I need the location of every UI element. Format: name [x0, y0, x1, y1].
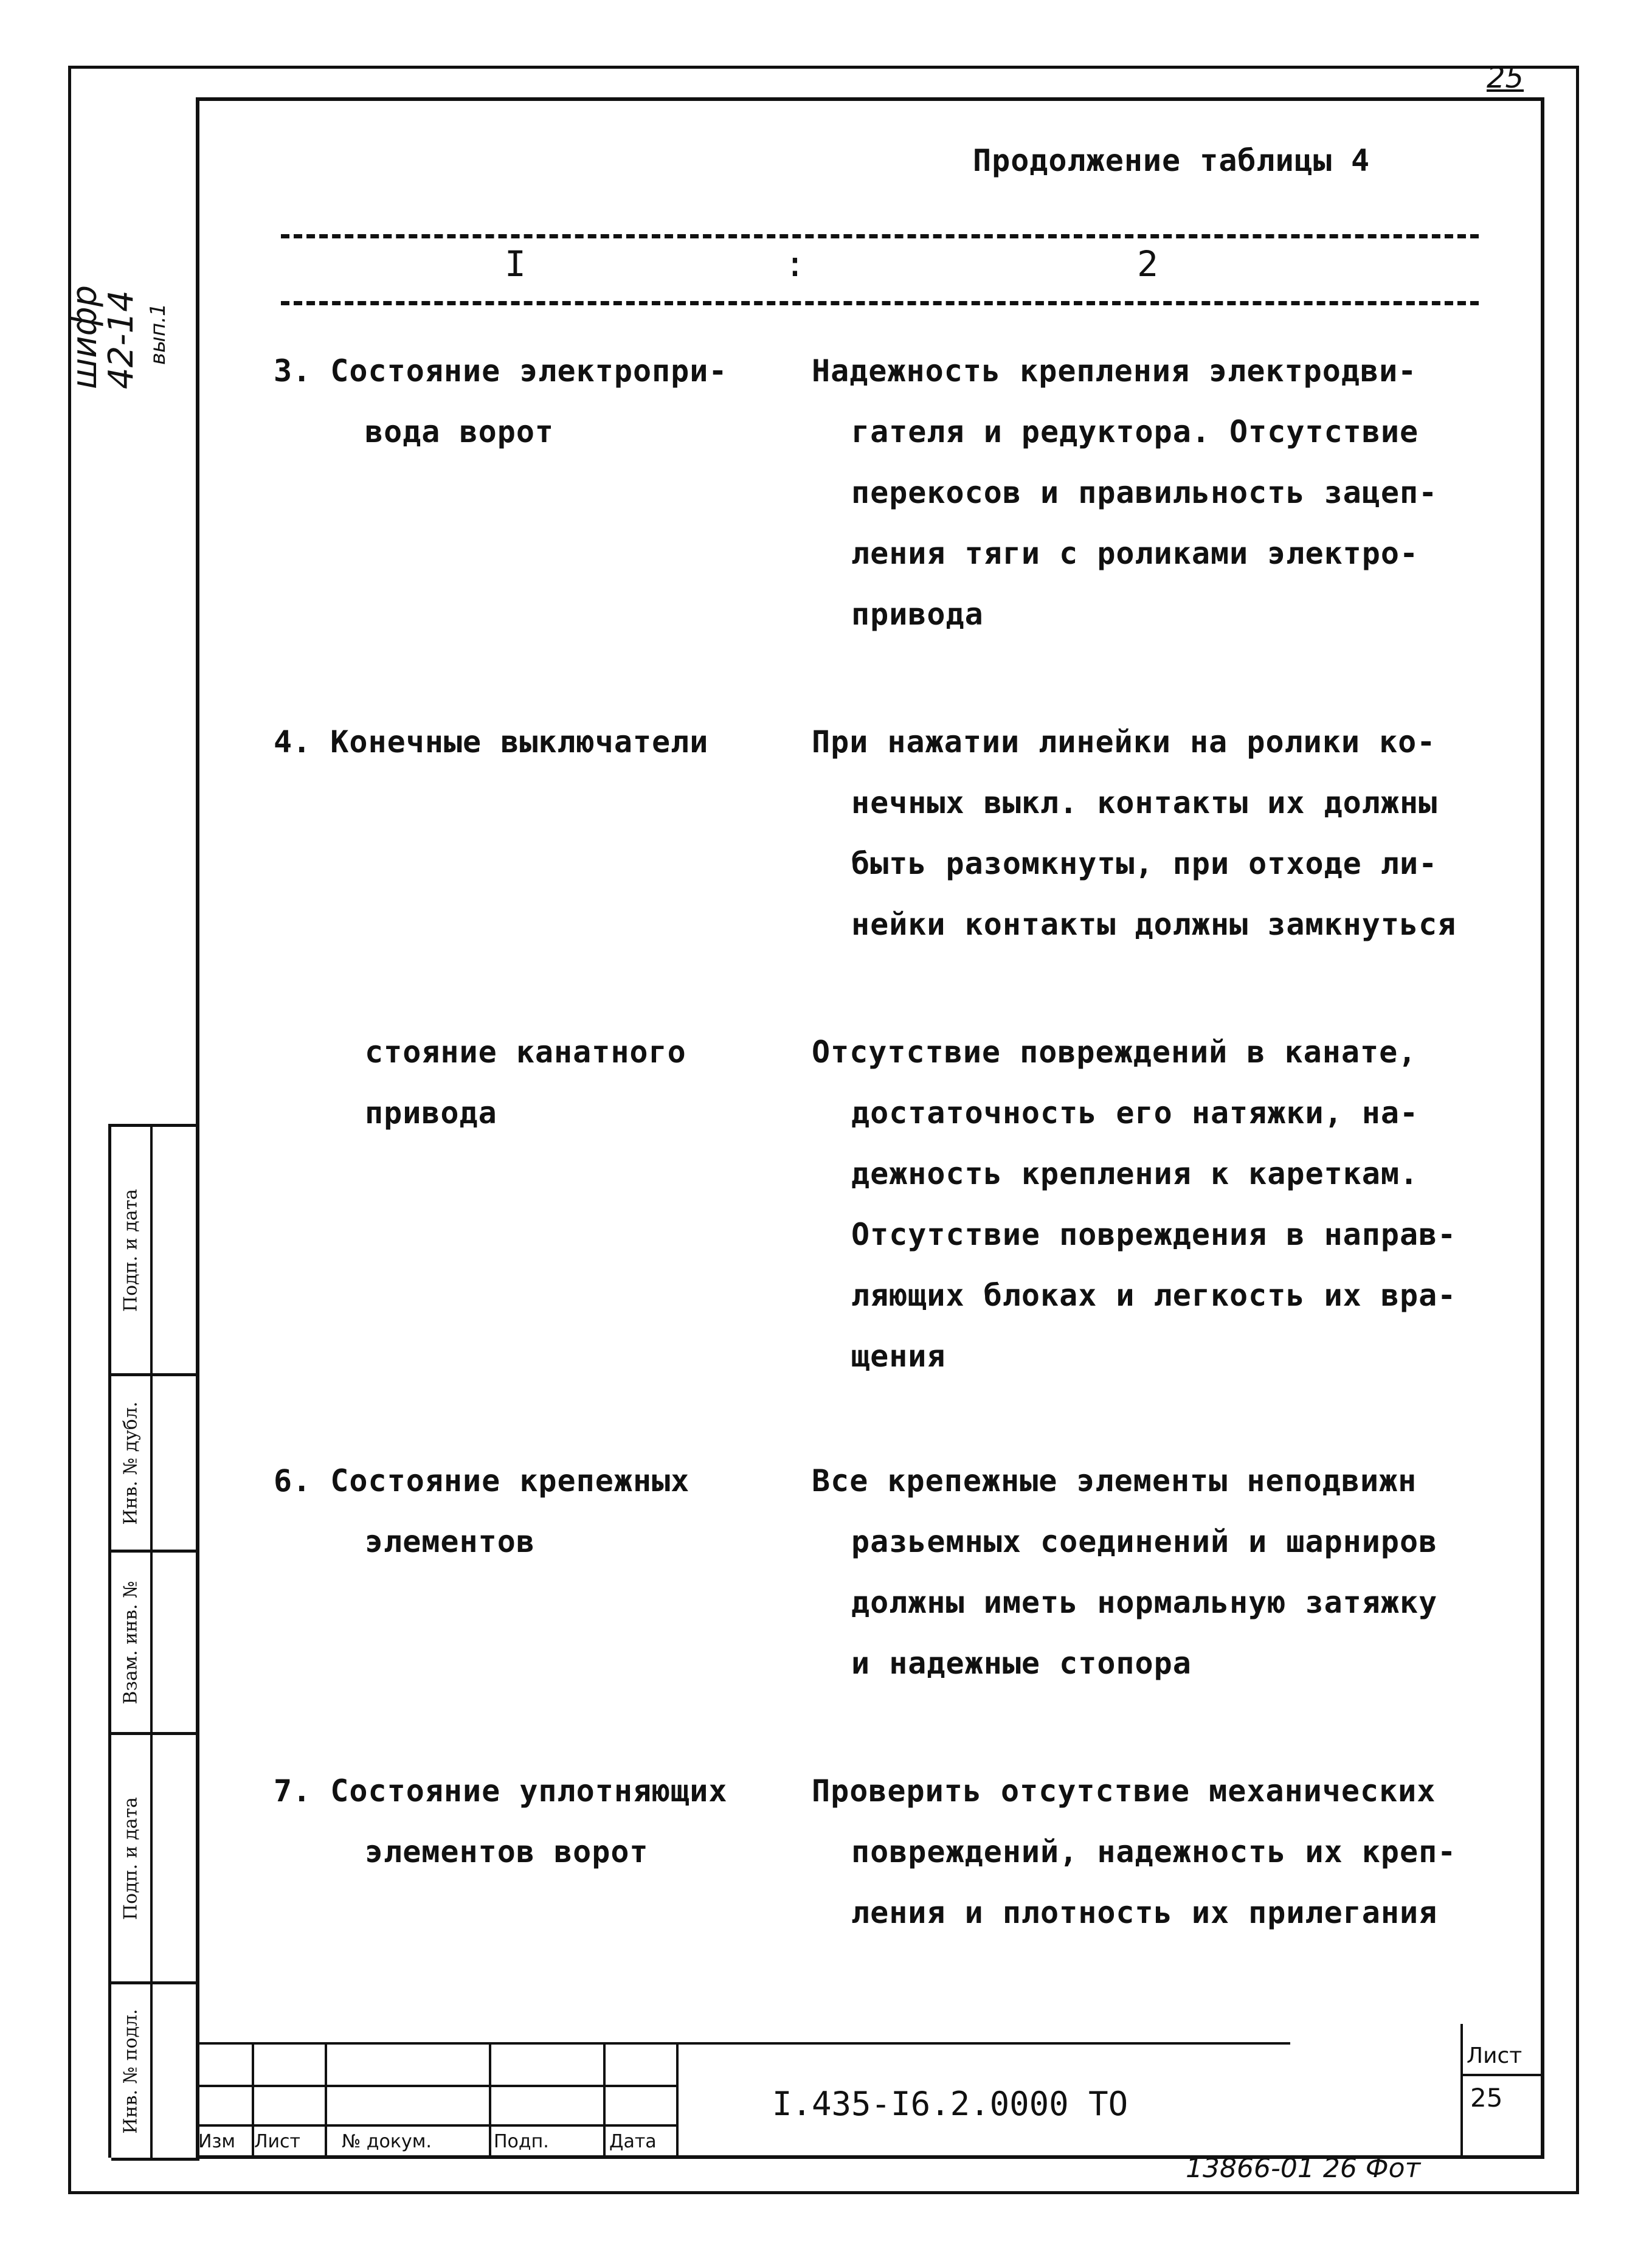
row-3-left-line1: 3. Состояние электропри- [274, 353, 728, 389]
row-7-left-line2: элементов ворот [365, 1834, 649, 1869]
row-3-right-line5: привода [851, 597, 984, 632]
row-7-right-line2: повреждений, надежность их креп- [851, 1834, 1457, 1869]
row-4-right-line3: быть разомкнуты, при отходе ли- [851, 846, 1438, 881]
stamp-cell-sign-date-top [111, 1127, 199, 1376]
stamp-cell-original-inv [111, 1984, 199, 2161]
row-3-right-line1: Надежность крепления электродви- [812, 353, 1417, 389]
cipher-handwritten [65, 243, 170, 389]
row-7-right [812, 1761, 1456, 1943]
footer-handwritten-note: 13866-01 26 Фот [1186, 2153, 1421, 2184]
column-header-2: 2 [1137, 243, 1158, 285]
row-5-right-line2: достаточность его натяжки, на- [851, 1095, 1419, 1131]
row-6-right-line2: разьемных соединений и шарниров [851, 1524, 1438, 1559]
row-6-left-line1: 6. Состояние крепежных [274, 1463, 690, 1498]
page-number-top: 25 [1487, 61, 1524, 95]
row-4-right [812, 712, 1456, 955]
tb-col-signature: Подп. [494, 2131, 549, 2152]
sheet-label: Лист [1467, 2043, 1522, 2068]
header-dash-top [281, 234, 1479, 238]
row-7-left-line1: 7. Состояние уплотняющих [274, 1773, 728, 1809]
row-5-right [812, 1022, 1456, 1387]
header-dash-bottom [281, 301, 1479, 305]
row-4-left [274, 712, 708, 772]
continuation-title: Продолжение таблицы 4 [973, 143, 1370, 178]
stamp-label-replace-inv: Взам. инв. № [120, 1580, 142, 1705]
sheet-number: 25 [1470, 2083, 1503, 2113]
row-6-left [274, 1450, 689, 1572]
column-separator: : [784, 243, 806, 285]
row-6-left-line2: элементов [365, 1524, 535, 1559]
stamp-label-sign-date-bottom: Подп. и дата [120, 1796, 142, 1920]
row-5-right-line4: Отсутствие повреждения в направ- [851, 1217, 1457, 1252]
cipher-line1: шифр 42-14 [65, 285, 141, 389]
stamp-label-sign-date-top: Подп. и дата [120, 1188, 142, 1312]
row-7-right-line3: ления и плотность их прилегания [851, 1895, 1438, 1930]
side-stamp-strip [108, 1124, 196, 2158]
row-6-right-line1: Все крепежные элементы неподвижн [812, 1463, 1417, 1498]
row-3-right-line4: ления тяги с роликами электро- [851, 536, 1419, 571]
stamp-cell-replace-inv [111, 1553, 199, 1735]
tb-col-change: Изм [198, 2131, 236, 2152]
row-6-right-line4: и надежные стопора [851, 1646, 1192, 1681]
cipher-line2: вып.1 [146, 303, 170, 365]
row-6-right-line3: должны иметь нормальную затяжку [851, 1585, 1438, 1620]
row-5-right-line1: Отсутствие повреждений в канате, [812, 1034, 1417, 1070]
row-3-left-line2: вода ворот [365, 414, 555, 449]
row-3-right-line3: перекосов и правильность зацеп- [851, 475, 1438, 510]
row-5-left-line1: стояние канатного [365, 1034, 686, 1070]
row-5-right-line3: дежность крепления к кареткам. [851, 1156, 1419, 1191]
tb-col-sheet: Лист [254, 2131, 301, 2152]
row-5-right-line5: ляющих блоках и легкость их вра- [851, 1278, 1457, 1313]
row-4-right-line1: При нажатии линейки на ролики ко- [812, 724, 1436, 760]
tb-col-date: Дата [609, 2131, 657, 2152]
row-4-right-line2: нечных выкл. контакты их должны [851, 785, 1438, 820]
document-code: I.435-I6.2.0000 ТО [772, 2085, 1128, 2123]
stamp-cell-dup-inv [111, 1376, 199, 1553]
row-4-right-line4: нейки контакты должны замкнуться [851, 907, 1457, 942]
stamp-label-dup-inv: Инв. № дубл. [120, 1401, 142, 1525]
stamp-cell-sign-date-bottom [111, 1735, 199, 1984]
column-header-1: I [505, 243, 526, 285]
row-7-left [274, 1761, 727, 1882]
row-5-left-line2: привода [365, 1095, 497, 1131]
row-3-right [812, 341, 1437, 645]
row-6-right [812, 1450, 1437, 1694]
row-3-left [274, 341, 727, 462]
tb-col-doc-number: № докум. [342, 2131, 432, 2152]
stamp-label-original-inv: Инв. № подл. [120, 2008, 142, 2134]
row-5-right-line6: щения [851, 1339, 946, 1374]
row-4-left-line1: 4. Конечные выключатели [274, 724, 709, 760]
row-5-left [365, 1022, 686, 1143]
row-7-right-line1: Проверить отсутствие механических [812, 1773, 1436, 1809]
row-3-right-line2: гателя и редуктора. Отсутствие [851, 414, 1419, 449]
